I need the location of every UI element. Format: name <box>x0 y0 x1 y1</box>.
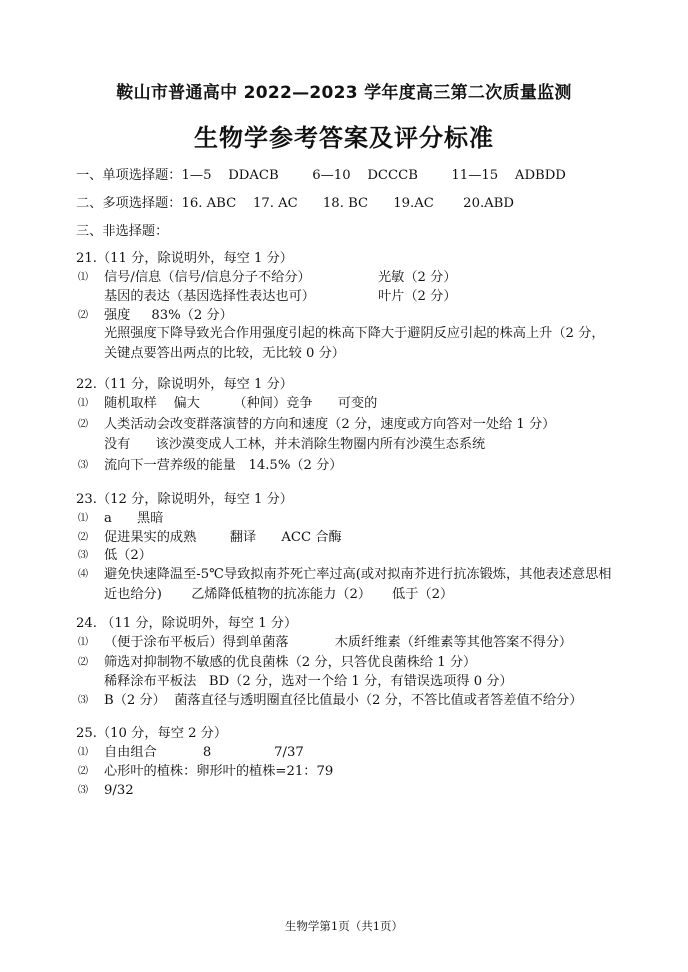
q24-line4: B（2 分） 菌落直径与透明圈直径比值最小（2 分，不答比值或者答差值不给分） <box>104 693 583 708</box>
q23-part3-number: ⑶ <box>78 550 88 561</box>
q22-line4: 流向下一营养级的能量 14.5%（2 分） <box>104 458 343 473</box>
q21-line3: 强度 83%（2 分） <box>104 308 233 323</box>
q22-line2: 人类活动会改变群落演替的方向和速度（2 分，速度或方向答对一处给 1 分） <box>104 417 556 432</box>
q22-part1-number: ⑴ <box>78 398 88 409</box>
q23-line1: a 黑暗 <box>104 511 164 526</box>
q23-part4-number: ⑷ <box>78 569 88 580</box>
q23-line2: 促进果实的成熟 翻译 ACC 合酶 <box>104 530 342 545</box>
q23-part1-number: ⑴ <box>78 513 88 524</box>
q21-line1a: 信号/信息（信号/信息分子不给分） <box>104 270 311 285</box>
q24-part1-number: ⑴ <box>78 637 88 648</box>
q24-part2-number: ⑵ <box>78 657 88 668</box>
q25-part3-number: ⑶ <box>78 785 88 796</box>
q22-line3: 没有 该沙漠变成人工林，并未消除生物圈内所有沙漠生态系统 <box>104 437 486 452</box>
q22-line1: 随机取样 偏大 （种间）竞争 可变的 <box>104 396 378 411</box>
q25-part1-number: ⑴ <box>78 747 88 758</box>
q25-line2: 心形叶的植株：卵形叶的植株=21：79 <box>104 764 334 779</box>
q21-line1b: 光敏（2 分） <box>378 270 457 285</box>
q23-heading: 23.（12 分，除说明外，每空 1 分） <box>76 492 293 507</box>
q23-part2-number: ⑵ <box>78 532 88 543</box>
q24-line2: 筛选对抑制物不敏感的优良菌株（2 分，只答优良菌株给 1 分） <box>104 655 477 670</box>
page-footer: 生物学第1页（共1页） <box>284 919 404 933</box>
q21-part2-number: ⑵ <box>78 310 88 321</box>
q22-heading: 22.（11 分，除说明外，每空 1 分） <box>76 377 293 392</box>
q21-line4: 光照强度下降导致光合作用强度引起的株高下降大于避阴反应引起的株高上升（2 分，关键点要答出两点的比较，无比较 0 分） <box>104 326 605 361</box>
document-subtitle: 生物学参考答案及评分标准 <box>194 124 494 152</box>
q22-part2-number: ⑵ <box>78 419 88 430</box>
q24-heading: 24. （11 分，除说明外，每空 1 分） <box>76 616 298 631</box>
section-non-choice: 三、非选择题： <box>76 224 169 239</box>
q23-line3: 低（2） <box>104 548 152 563</box>
q24-line3: 稀释涂布平板法 BD（2 分，选对一个给 1 分，有错误选项得 0 分） <box>104 674 513 689</box>
q23-line4: 避免快速降温至-5℃导致拟南芥死亡率过高(或对拟南芥进行抗冻锻炼，其他表述意思相近也给分) 乙烯降低植物的抗冻能力（2） 低于（2） <box>104 567 612 602</box>
q22-part3-number: ⑶ <box>78 460 88 471</box>
exam-title: 鞍山市普通高中 2022—2023 学年度高三第二次质量监测 <box>116 83 572 103</box>
q25-heading: 25.（10 分，每空 2 分） <box>76 726 228 741</box>
q21-line2a: 基因的表达（基因选择性表达也可） <box>104 289 315 304</box>
section-multi-choice: 二、多项选择题：16. ABC 17. AC 18. BC 19.AC 20.ABD <box>76 196 514 211</box>
q25-line1: 自由组合 8 7/37 <box>104 745 304 760</box>
q25-part2-number: ⑵ <box>78 766 88 777</box>
q21-heading: 21.（11 分，除说明外，每空 1 分） <box>76 251 293 266</box>
q25-line3: 9/32 <box>104 783 134 798</box>
section-single-choice: 一、单项选择题：1—5 DDACB 6—10 DCCCB 11—15 ADBDD <box>76 168 566 183</box>
q21-part1-number: ⑴ <box>78 272 88 283</box>
q24-part3-number: ⑶ <box>78 695 88 706</box>
q24-line1: （便于涂布平板后）得到单菌落 木质纤维素（纤维素等其他答案不得分） <box>104 635 573 650</box>
q21-line2b: 叶片（2 分） <box>378 289 457 304</box>
